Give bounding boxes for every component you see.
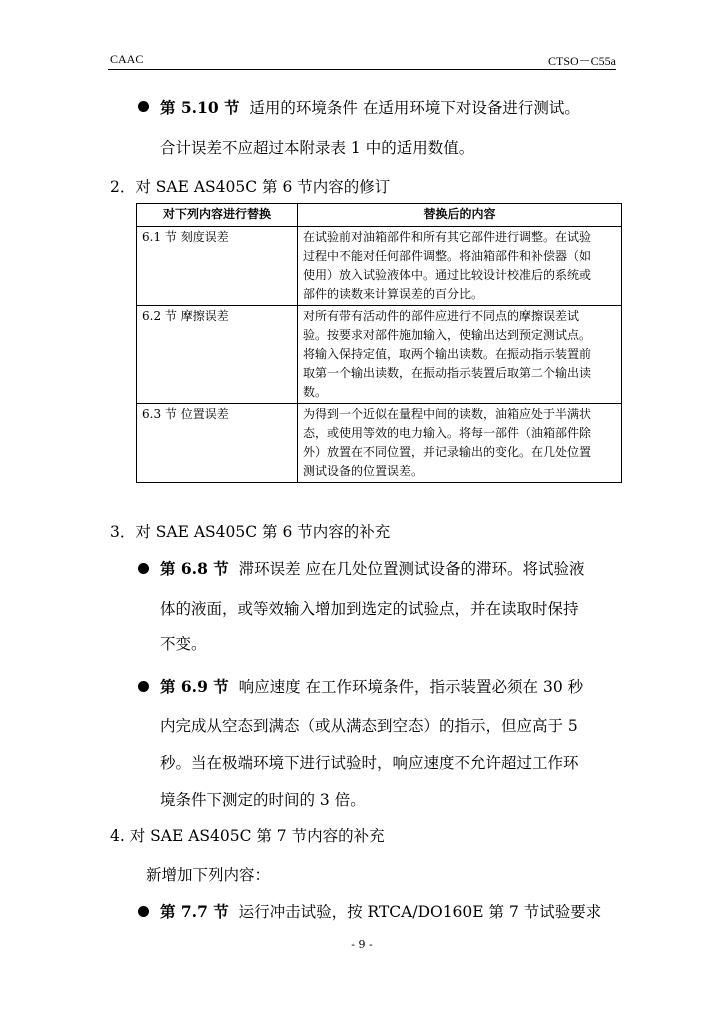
section2-heading: 2．对 SAE AS405C 第 6 节内容的修订 — [110, 178, 391, 196]
table-cell-left: 6.1 节 刻度误差 — [137, 227, 298, 306]
table-row — [137, 306, 622, 404]
paragraph-line: 秒。当在极端环境下进行试验时，响应速度不允许超过工作环 — [160, 754, 579, 772]
header-rule — [108, 69, 616, 70]
bullet-label: 第 7.7 节 — [160, 902, 229, 921]
bullet-7-7 — [160, 900, 601, 922]
paragraph-line: 不变。 — [160, 635, 207, 653]
cell-line: 对所有带有活动件的部件应进行不同点的摩擦误差试 — [303, 309, 580, 323]
page-number: - 9 - — [351, 938, 373, 951]
paragraph-line: 境条件下测定的时间的 3 倍。 — [160, 791, 366, 809]
bullet-icon — [138, 101, 149, 112]
cell-line: 态，或使用等效的电力输入。将每一部件（油箱部件除 — [303, 426, 592, 440]
bullet-icon — [138, 906, 149, 917]
cell-line: 部件的读数来计算误差的百分比。 — [303, 287, 484, 301]
table-cell-left: 6.3 节 位置误差 — [137, 404, 298, 483]
table-header-row — [137, 204, 622, 227]
header-left: CAAC — [110, 52, 144, 66]
bullet-icon — [138, 563, 149, 574]
table-cell-right — [298, 404, 622, 483]
bullet-label: 第 6.9 节 — [160, 677, 229, 696]
cell-line: 将输入保持定值，取两个输出读数。在振动指示装置前 — [303, 347, 592, 361]
cell-line: 测试设备的位置误差。 — [303, 464, 424, 478]
table-row — [137, 227, 622, 306]
table-header-original: 对下列内容进行替换 — [137, 204, 298, 227]
bullet-label: 第 6.8 节 — [160, 559, 229, 578]
paragraph-line: 体的液面，或等效输入增加到选定的试验点，并在读取时保持 — [160, 600, 579, 618]
bullet-icon — [138, 681, 149, 692]
bullet-6-9 — [160, 675, 583, 697]
table-header-replacement: 替换后的内容 — [298, 204, 622, 227]
bullet-5-10 — [160, 96, 580, 118]
section4-heading: 4. 对 SAE AS405C 第 7 节内容的补充 — [110, 827, 385, 845]
bullet-text: 适用的环境条件 在适用环境下对设备进行测试。 — [249, 99, 580, 117]
cell-line: 在试验前对油箱部件和所有其它部件进行调整。在试验 — [303, 230, 592, 244]
bullet-label: 第 5.10 节 — [160, 98, 240, 117]
paragraph-line: 内完成从空态到满态（或从满态到空态）的指示，但应高于 5 — [160, 717, 578, 735]
cell-line: 过程中不能对任何部件调整。将油箱部件和补偿器（如 — [303, 249, 592, 263]
cell-line: 为得到一个近似在量程中间的读数，油箱应处于半满状 — [303, 407, 592, 421]
table-cell-left: 6.2 节 摩擦误差 — [137, 306, 298, 404]
bullet-6-8 — [160, 557, 585, 579]
bullet-text: 滞环误差 应在几处位置测试设备的滞环。将试验液 — [238, 560, 585, 578]
table-row — [137, 404, 622, 483]
table-cell-right — [298, 306, 622, 404]
bullet-text: 运行冲击试验，按 RTCA/DO160E 第 7 节试验要求 — [238, 903, 602, 921]
cell-line: 数。 — [303, 385, 328, 399]
revision-table — [136, 203, 622, 483]
cell-line: 外）放置在不同位置，并记录输出的变化。在几处位置 — [303, 445, 592, 459]
header-right: CTSO－C55a — [547, 54, 616, 68]
cell-line: 验。按要求对部件施加输入，使输出达到预定测试点。 — [303, 328, 592, 342]
cell-line: 使用）放入试验液体中。通过比较设计校准后的系统或 — [303, 268, 592, 282]
bullet-text: 响应速度 在工作环境条件，指示装置必须在 30 秒 — [238, 678, 584, 696]
section4-intro: 新增加下列内容： — [146, 866, 271, 884]
section3-heading: 3．对 SAE AS405C 第 6 节内容的补充 — [110, 523, 391, 541]
continuation-text: 合计误差不应超过本附录表 1 中的适用数值。 — [160, 139, 475, 157]
table-cell-right — [298, 227, 622, 306]
cell-line: 取第一个输出读数，在振动指示装置后取第二个输出读 — [303, 366, 592, 380]
